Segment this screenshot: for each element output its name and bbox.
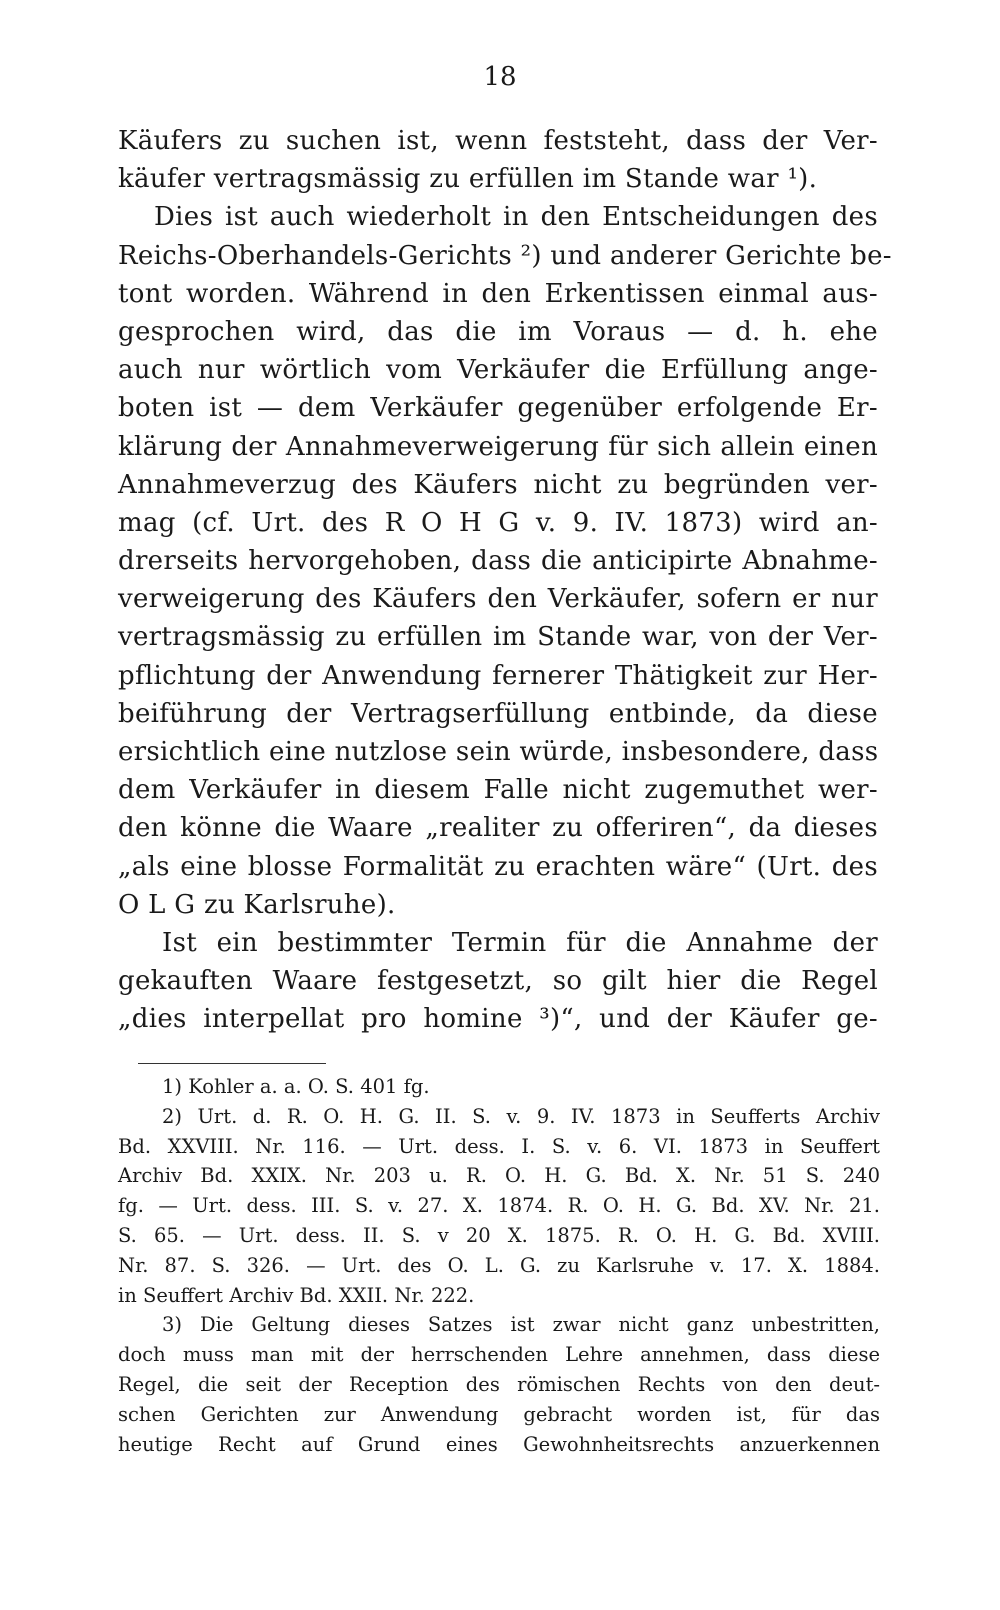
text-line: beiführung der Vertragserfüllung entbinde, da diese xyxy=(118,698,878,729)
text-line: Annahmeverzug des Käufers nicht zu begründen ver- xyxy=(118,469,878,500)
text-line: drerseits hervorgehoben, dass die anticipirte Abnahme- xyxy=(118,546,878,577)
text-line: Reichs-Oberhandels-Gerichts ²) und anderer Gerichte be- xyxy=(118,240,892,271)
text-line: dem Verkäufer in diesem Falle nicht zugemuthet wer- xyxy=(118,775,878,806)
page-number: 18 xyxy=(483,62,517,92)
footnote-line: 3) Die Geltung dieses Satzes ist zwar nicht ganz unbestritten, xyxy=(162,1313,880,1337)
text-line: boten ist — dem Verkäufer gegenüber erfolgende Er- xyxy=(118,393,878,424)
text-line: käufer vertragsmässig zu erfüllen im Stande war ¹). xyxy=(118,164,818,195)
footnotes xyxy=(118,1072,880,1459)
text-line: gesprochen wird, das die im Voraus — d. h. ehe xyxy=(118,316,878,347)
footnote-line: schen Gerichten zur Anwendung gebracht worden ist, für das xyxy=(118,1402,880,1426)
text-line: verweigerung des Käufers den Verkäufer, sofern er nur xyxy=(118,584,878,615)
footnote-line: S. 65. — Urt. dess. II. S. v 20 X. 1875. R. O. H. G. Bd. XVIII. xyxy=(118,1223,880,1247)
text-line: vertragsmässig zu erfüllen im Stande war, von der Ver- xyxy=(118,622,878,653)
footnote-line: Archiv Bd. XXIX. Nr. 203 u. R. O. H. G. Bd. X. Nr. 51 S. 240 xyxy=(118,1164,880,1188)
text-line: Ist ein bestimmter Termin für die Annahme der xyxy=(162,927,878,958)
text-line: O L G zu Karlsruhe). xyxy=(118,889,396,920)
text-line: mag (cf. Urt. des R O H G v. 9. IV. 1873) wird an- xyxy=(118,507,878,538)
footnote-line: doch muss man mit der herrschenden Lehre annehmen, dass diese xyxy=(118,1343,880,1367)
text-line: den könne die Waare „realiter zu offeriren“, da dieses xyxy=(118,813,878,844)
text-line: „als eine blosse Formalität zu erachten wäre“ (Urt. des xyxy=(118,851,878,882)
text-line: „dies interpellat pro homine ³)“, und der Käufer ge- xyxy=(118,1004,878,1035)
body-text xyxy=(118,122,892,1039)
footnote-line: Nr. 87. S. 326. — Urt. des O. L. G. zu Karlsruhe v. 17. X. 1884. xyxy=(118,1253,880,1277)
footnote-line: fg. — Urt. dess. III. S. v. 27. X. 1874. R. O. H. G. Bd. XV. Nr. 21. xyxy=(118,1194,880,1218)
text-line: pflichtung der Anwendung fernerer Thätigkeit zur Her- xyxy=(118,660,878,691)
text-line: tont worden. Während in den Erkentissen einmal aus- xyxy=(118,278,878,309)
text-line: Käufers zu suchen ist, wenn feststeht, dass der Ver- xyxy=(118,126,878,156)
text-line: gekauften Waare festgesetzt, so gilt hier die Regel xyxy=(118,966,878,997)
text-line: Dies ist auch wiederholt in den Entscheidungen des xyxy=(154,202,878,233)
text-line: ersichtlich eine nutzlose sein würde, insbesondere, dass xyxy=(118,737,879,767)
text-line: klärung der Annahmeverweigerung für sich allein einen xyxy=(118,431,878,462)
footnote-line: Regel, die seit der Reception des römischen Rechts von den deut- xyxy=(118,1372,880,1396)
text-line: auch nur wörtlich vom Verkäufer die Erfüllung ange- xyxy=(118,355,878,386)
footnote-line: in Seuffert Archiv Bd. XXII. Nr. 222. xyxy=(118,1283,475,1307)
footnote-divider xyxy=(138,1063,326,1064)
footnote-line: Bd. XXVIII. Nr. 116. — Urt. dess. I. S. v. 6. VI. 1873 in Seuffert xyxy=(118,1134,880,1158)
footnote-line: 1) Kohler a. a. O. S. 401 fg. xyxy=(162,1075,430,1098)
footnote-line: 2) Urt. d. R. O. H. G. II. S. v. 9. IV. 1873 in Seufferts Archiv xyxy=(162,1104,880,1128)
footnote-line: heutige Recht auf Grund eines Gewohnheitsrechts anzuerkennen xyxy=(118,1432,880,1456)
